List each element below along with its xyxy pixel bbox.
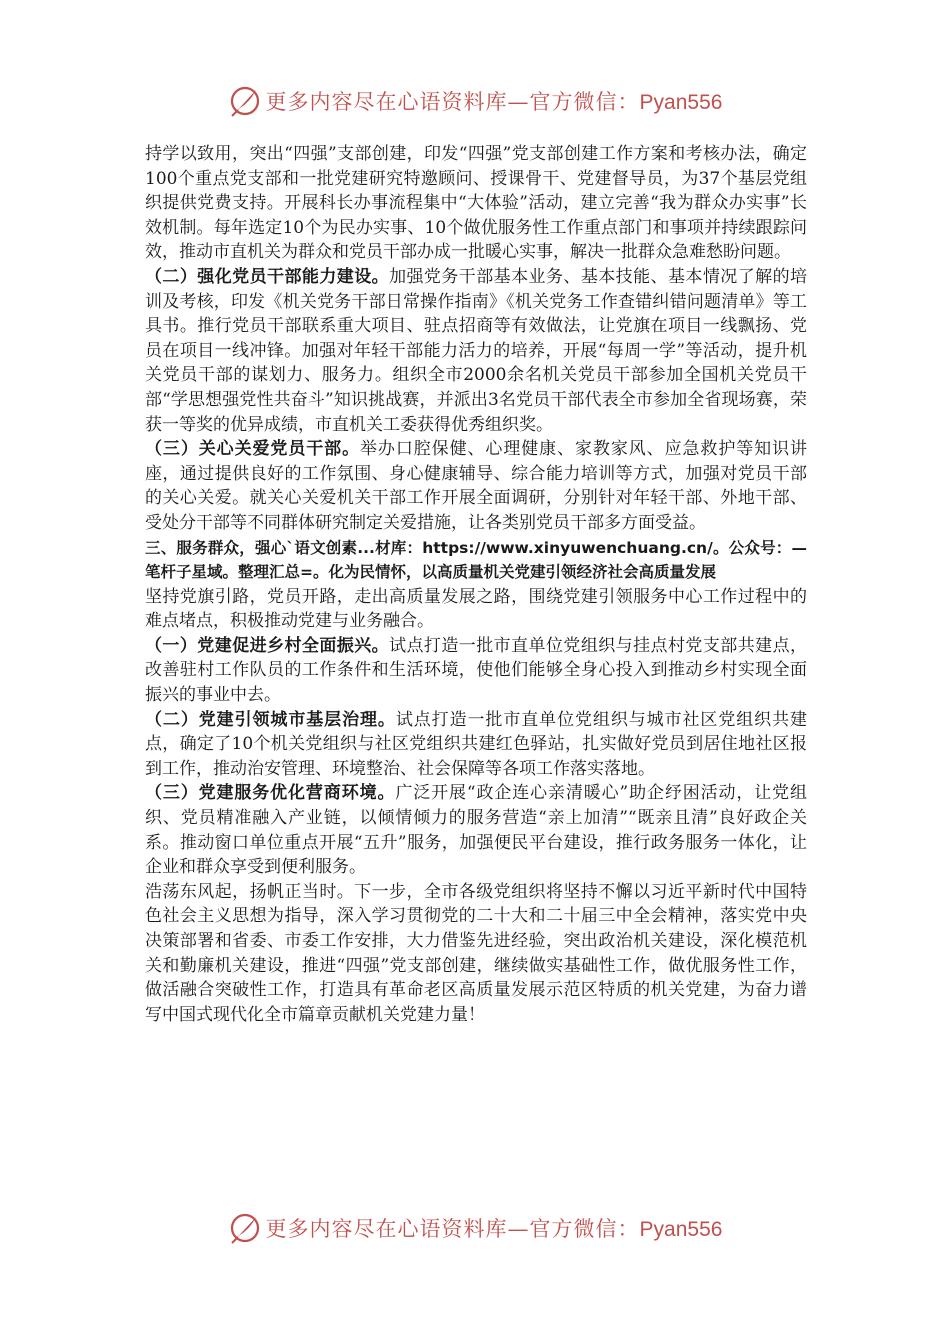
paragraph: （三）关心关爱党员干部。举办口腔保健、心理健康、家教家风、应急救护等知识讲座，通过提供良好的工作氛围、身心健康辅导、综合能力培训等方式，加强对党员干部的关心关爱。就关心关爱机关干部工作开展全面调研，分别针对年轻干部、外地干部、受处分干部等不同群体研究制定关爱措施，让各类别党员干部多方面受益。 xyxy=(145,439,807,533)
paragraph: 浩荡东风起，扬帆正当时。下一步，全市各级党组织将坚持不懈以习近平新时代中国特色社会主义思想为指导，深入学习贯彻党的二十大和二十届三中全会精神，落实党中央决策部署和省委、市委工作安排，大力借鉴先进经验，突出政治机关建设，深化模范机关和勤廉机关建设，推进“四强”党支部创建，继续做实基础性工作，做优服务性工作，做活融合突破性工作，打造具有革命老区高质量发展示范区特质的机关党建，为奋力谱写中国式现代化全市篇章贡献机关党建力量！ xyxy=(145,881,807,1025)
subheading: （三）党建服务优化营商环境。 xyxy=(145,783,396,804)
paragraph: （二）强化党员干部能力建设。加强党务干部基本业务、基本技能、基本情况了解的培训及考核，印发《机关党务干部日常操作指南》《机关党务工作查错纠错问题清单》等工具书。推行党员干部联系重大项目、驻点招商等有效做法，让党旗在项目一线飘扬、党员在项目一线冲锋。加强对年轻干部能力活力的培养，开展“每周一学”等活动，提升机关党员干部的谋划力、服务力。组织全市2000余名机关党员干部参加全国机关党员干部“学思想强党性共奋斗”知识挑战赛，并派出3名党员干部代表全市参加全省现场赛，荣获一等奖的优异成绩，市直机关工委获得优秀组织奖。 xyxy=(145,266,808,435)
paragraph: （三）党建服务优化营商环境。广泛开展“政企连心亲清暖心”助企纾困活动，让党组织、党员精准融入产业链，以倾情倾力的服务营造“亲上加清”“既亲且清”良好政企关系。推动窗口单位重点开展“五升”服务，加强便民平台建设，推行政务服务一体化，让企业和群众享受到便利服务。 xyxy=(145,783,807,878)
paragraph: （二）党建引领城市基层治理。试点打造一批市直单位党组织与城市社区党组织共建点，确定了10个机关党组织与社区党组织共建红色驿站，扎实做好党员到居住地社区报到工作，推动治安管理、环境整治、社会保障等各项工作落实落地。 xyxy=(145,709,808,779)
paragraph: 持学以致用，突出“四强”支部创建，印发“四强”党支部创建工作方案和考核办法，确定100个重点党支部和一批党建研究特邀顾问、授课骨干、党建督导员，为37个基层党组织提供党费支持。开展科长办事流程集中“大体验”活动，建立完善“我为群众办实事”长效机制。每年选定10个为民办实事、10个做优服务性工作重点部门和事项并持续跟踪问效，推动市直机关为群众和党员干部办成一批暖心实事，解决一批群众急难愁盼问题。 xyxy=(145,144,807,263)
section-heading: 三、服务群众，强心`语文创素...材库：https://www.xinyuwenchuang.cn/。公众号：—笔杆子星域。整理汇总=。化为民情怀，以高质量机关党建引领经济社会高质量发展 xyxy=(145,538,807,582)
subheading: （三）关心关爱党员干部。 xyxy=(145,439,360,460)
header-banner xyxy=(0,76,950,126)
banner-wechat-id: Pyan556 xyxy=(639,91,723,114)
quill-logo-icon xyxy=(228,1211,262,1245)
footer-banner xyxy=(0,1203,950,1253)
banner-text: 更多内容尽在心语资料库—官方微信：Pyan556 xyxy=(265,1217,723,1241)
subheading: （一）党建促进乡村全面振兴。 xyxy=(145,635,390,656)
subheading: （二）党建引领城市基层治理。 xyxy=(145,709,396,730)
subheading: （二）强化党员干部能力建设。 xyxy=(145,266,390,287)
banner-text: 更多内容尽在心语资料库—官方微信：Pyan556 xyxy=(265,90,723,114)
paragraph: （一）党建促进乡村全面振兴。试点打造一批市直单位党组织与挂点村党支部共建点，改善驻村工作队员的工作条件和生活环境，使他们能够全身心投入到推动乡村实现全面振兴的事业中去。 xyxy=(145,635,808,706)
quill-logo-icon xyxy=(228,84,262,118)
document-body xyxy=(145,142,807,1027)
banner-wechat-id: Pyan556 xyxy=(639,1218,723,1241)
paragraph: 坚持党旗引路，党员开路，走出高质量发展之路，围绕党建引领服务中心工作过程中的难点堵点，积极推动党建与业务融合。 xyxy=(145,586,807,632)
